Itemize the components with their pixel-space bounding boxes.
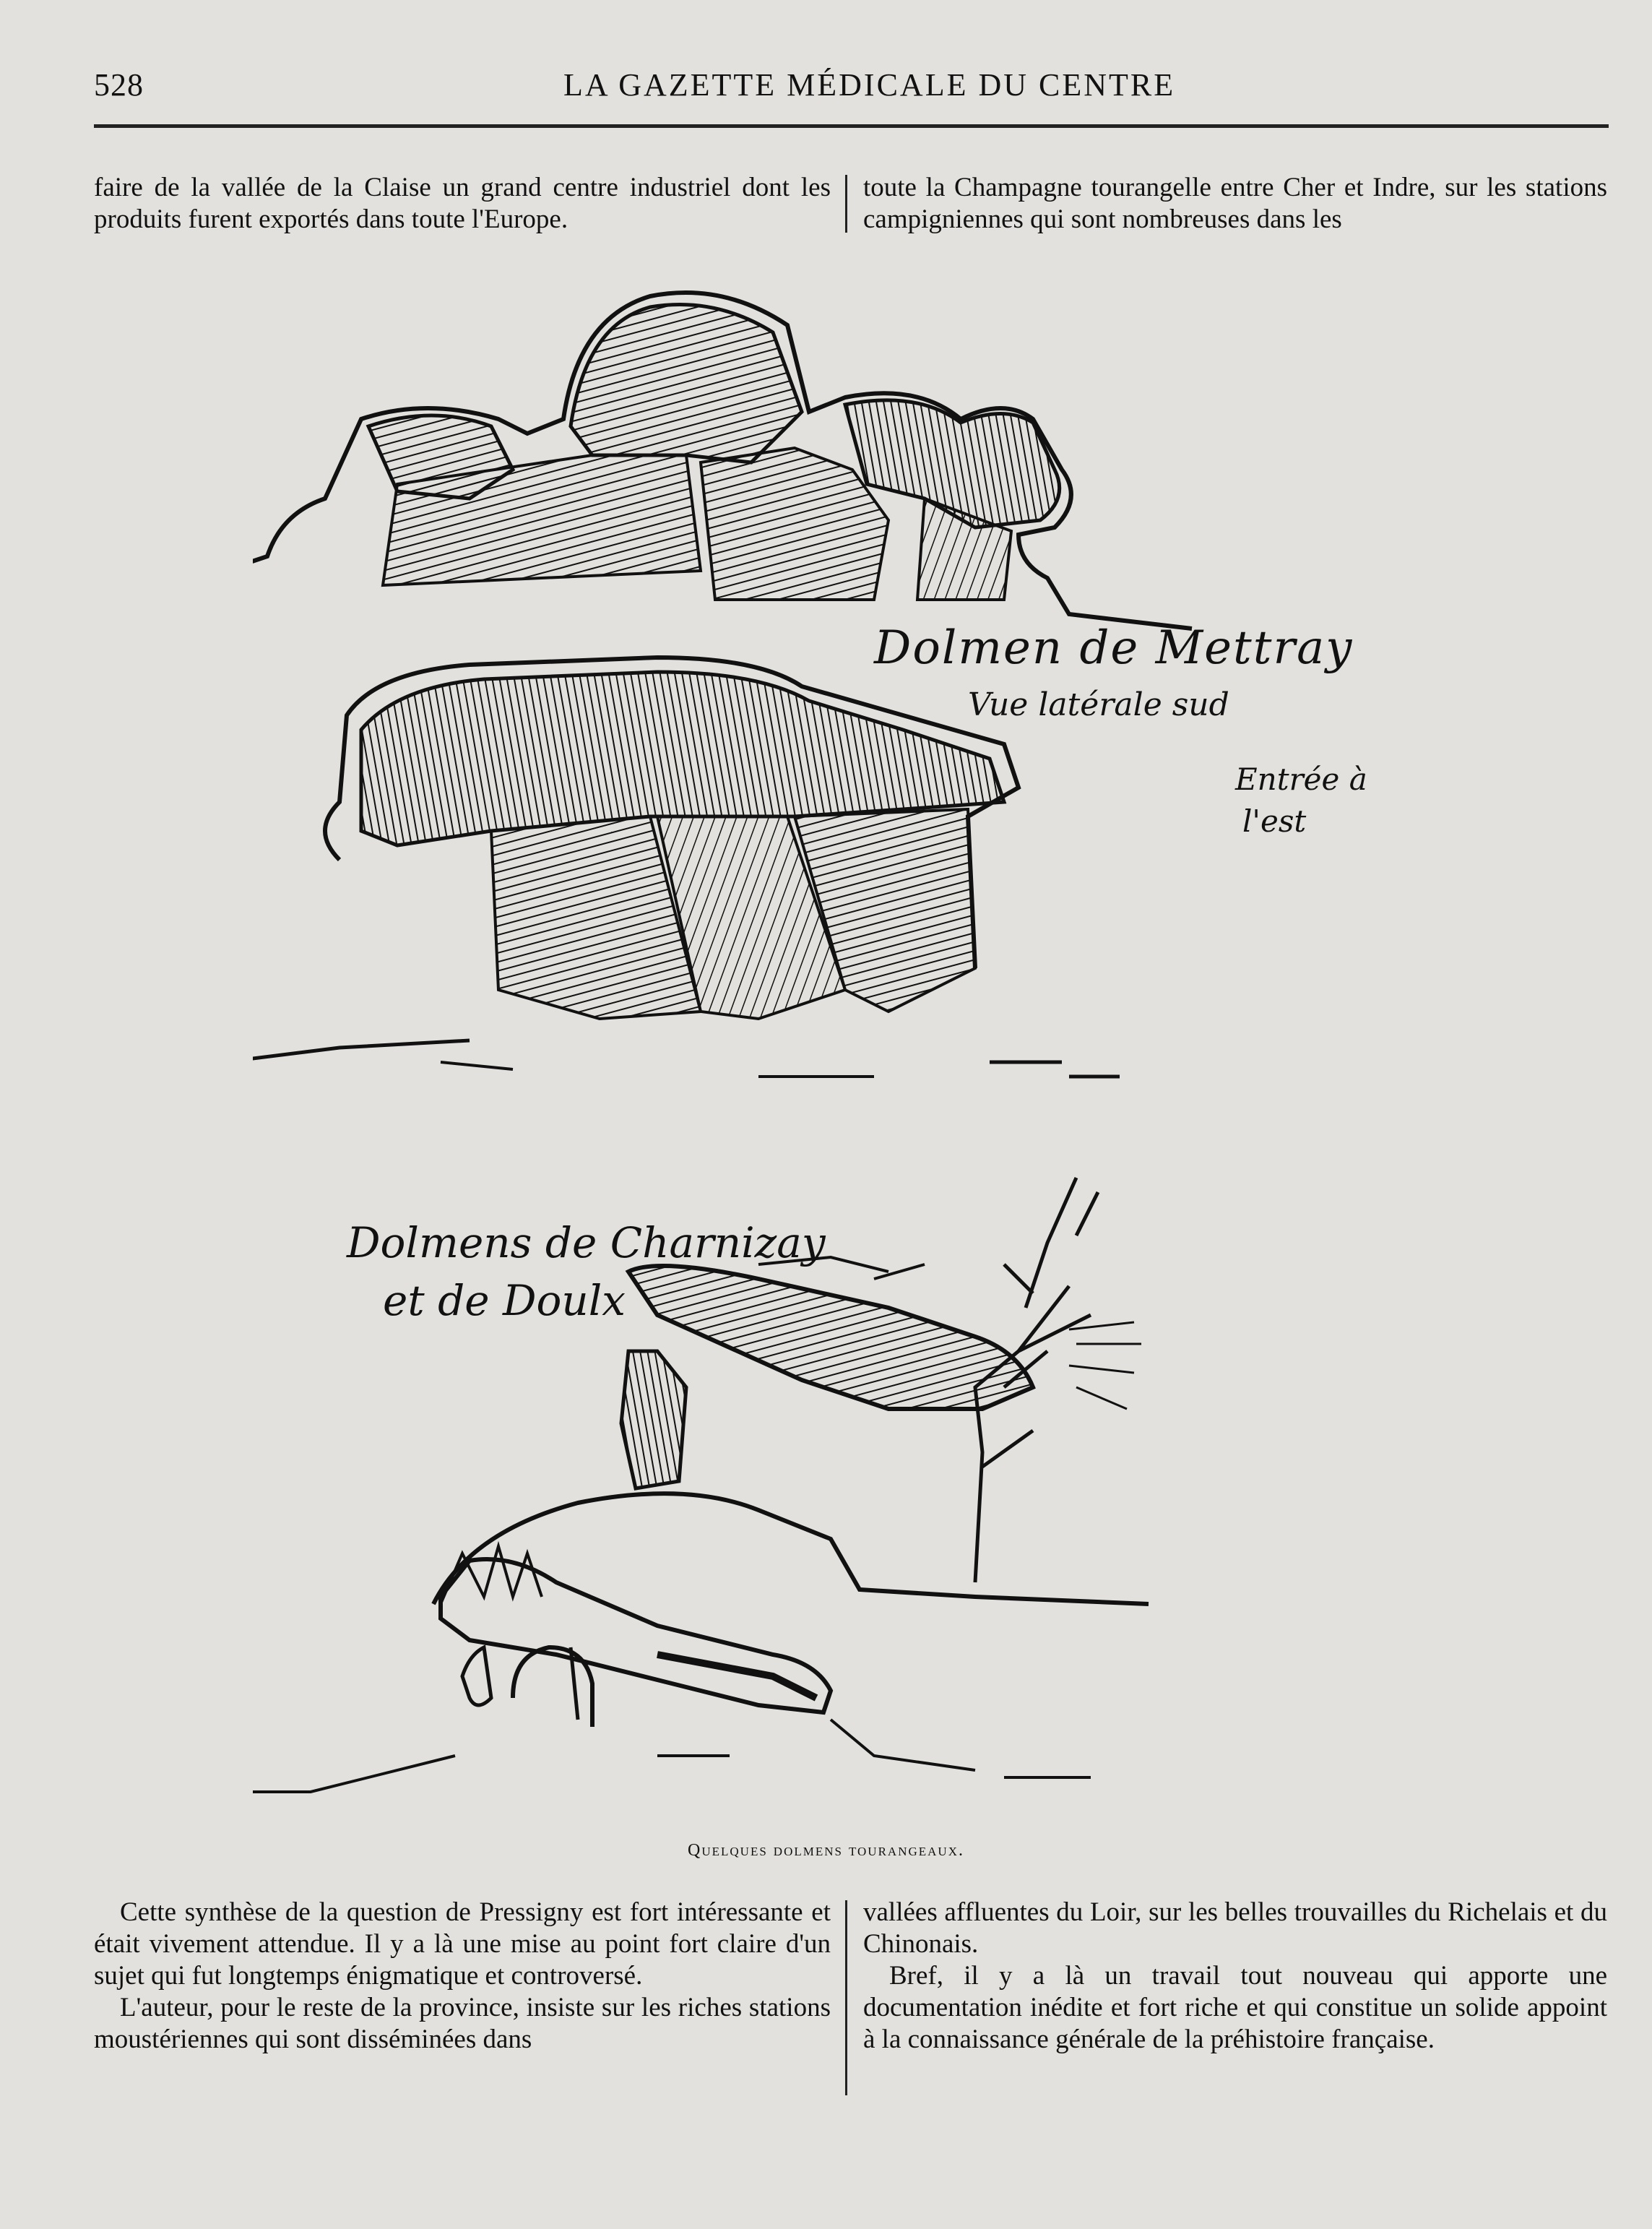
- journal-title: LA GAZETTE MÉDICALE DU CENTRE: [563, 67, 1176, 103]
- header-rule: [94, 124, 1609, 128]
- top-left-text: faire de la vallée de la Claise un grand centre industriel dont les produits furent exportés dans toute l'Europe.: [94, 173, 831, 234]
- top-left-column: [94, 172, 831, 236]
- sketch-mettray-top: [253, 293, 1192, 629]
- handwritten-entree: [1235, 759, 1367, 842]
- handwritten-dolmen-mettray: Dolmen de Mettray: [874, 621, 1354, 675]
- handwritten-entree-line1: Entrée à: [1235, 762, 1367, 797]
- bottom-right-column: [863, 1897, 1607, 2056]
- bottom-right-paragraph-2: Bref, il y a là un travail tout nouveau qui apporte une documentation inédite et fort riche et qui constitue un solide appoint à la connaissance générale de la préhistoire française.: [863, 1961, 1607, 2054]
- bottom-left-column: [94, 1897, 831, 2056]
- handwritten-vue-laterale: Vue latérale sud: [968, 686, 1229, 723]
- dolmen-sketches: [253, 282, 1481, 1799]
- bottom-left-paragraph-2: L'auteur, pour le reste de la province, insiste sur les riches stations moustériennes qui sont disséminées dans: [94, 1993, 831, 2054]
- page-header: [94, 66, 1609, 117]
- handwritten-entree-line2: l'est: [1242, 803, 1307, 839]
- bottom-left-paragraph-1: Cette synthèse de la question de Pressigny est fort intéressante et était vivement attendue. Il y a là une mise au point fort claire d'un sujet qui fut longtemps énigmatique et controversé.: [94, 1897, 831, 1991]
- bottom-right-paragraph-1: vallées affluentes du Loir, sur les belles trouvailles du Richelais et du Chinonais.: [863, 1897, 1607, 1959]
- column-divider-top: [845, 175, 847, 233]
- column-divider-bottom: [845, 1900, 847, 2095]
- dolmen-illustration: [253, 282, 1481, 1799]
- top-right-text: toute la Champagne tourangelle entre Cher et Indre, sur les stations campigniennes qui sont nombreuses dans les: [863, 173, 1607, 234]
- top-right-column: [863, 172, 1607, 236]
- figure-caption: Quelques dolmens tourangeaux.: [688, 1841, 964, 1860]
- handwritten-charnizay: Dolmens de Charnizay: [347, 1218, 826, 1267]
- page-number: 528: [94, 67, 144, 103]
- handwritten-charnizay-doulx: [347, 1214, 826, 1329]
- handwritten-doulx: et de Doulx: [383, 1276, 626, 1325]
